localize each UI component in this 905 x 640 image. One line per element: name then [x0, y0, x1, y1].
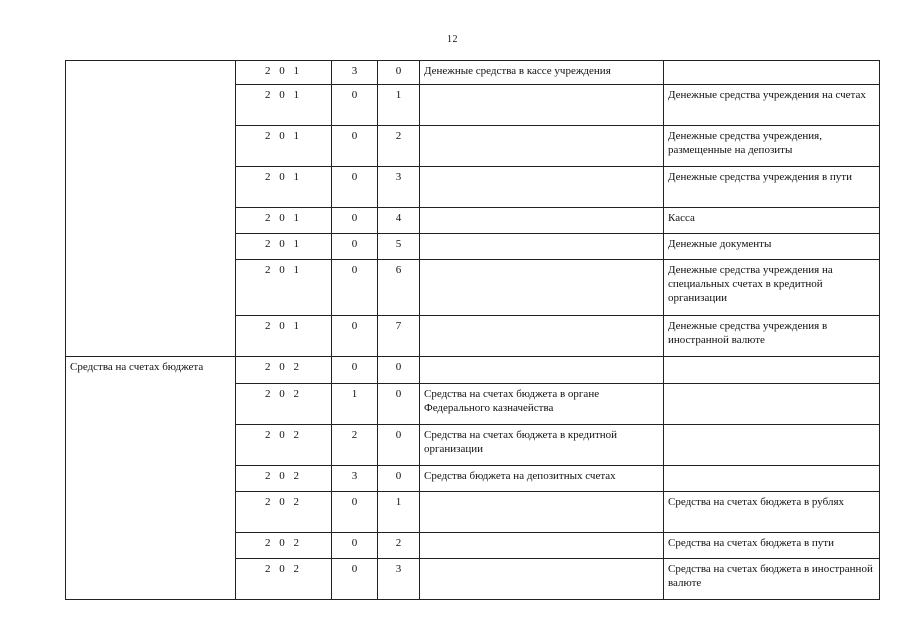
description-cell — [420, 126, 664, 167]
account-code-cell: 2 0 1 — [236, 260, 332, 316]
subaccount-cell — [664, 384, 880, 425]
digit-cell: 2 — [378, 126, 420, 167]
digit-cell: 0 — [332, 208, 378, 234]
digit-cell: 0 — [332, 357, 378, 384]
description-cell: Денежные средства в кассе учреждения — [420, 61, 664, 85]
digit-cell: 0 — [332, 492, 378, 533]
account-code-cell: 2 0 1 — [236, 208, 332, 234]
description-cell — [420, 208, 664, 234]
subaccount-cell — [664, 61, 880, 85]
description-cell — [420, 357, 664, 384]
digit-cell: 2 — [332, 425, 378, 466]
account-code-cell: 2 0 1 — [236, 61, 332, 85]
digit-cell: 3 — [378, 167, 420, 208]
account-code-cell: 2 0 2 — [236, 357, 332, 384]
subaccount-cell: Денежные средства учреждения на специальных счетах в кредитной организации — [664, 260, 880, 316]
digit-cell: 3 — [378, 559, 420, 600]
digit-cell: 0 — [332, 533, 378, 559]
digit-cell: 0 — [378, 61, 420, 85]
digit-cell: 0 — [332, 126, 378, 167]
digit-cell: 0 — [332, 559, 378, 600]
account-code-cell: 2 0 2 — [236, 384, 332, 425]
subaccount-cell: Средства на счетах бюджета в иностранной валюте — [664, 559, 880, 600]
account-code-cell: 2 0 1 — [236, 126, 332, 167]
subaccount-cell — [664, 466, 880, 492]
account-code-cell: 2 0 2 — [236, 466, 332, 492]
table-row — [66, 357, 880, 384]
subaccount-cell: Денежные средства учреждения в иностранной валюте — [664, 316, 880, 357]
description-cell — [420, 559, 664, 600]
account-code-cell: 2 0 2 — [236, 559, 332, 600]
subaccount-cell: Средства на счетах бюджета в рублях — [664, 492, 880, 533]
digit-cell: 7 — [378, 316, 420, 357]
digit-cell: 3 — [332, 61, 378, 85]
digit-cell: 0 — [378, 425, 420, 466]
digit-cell: 0 — [332, 167, 378, 208]
digit-cell: 6 — [378, 260, 420, 316]
description-cell — [420, 85, 664, 126]
account-name-cell: Средства на счетах бюджета — [66, 357, 236, 600]
subaccount-cell: Денежные средства учреждения в пути — [664, 167, 880, 208]
digit-cell: 1 — [332, 384, 378, 425]
account-code-cell: 2 0 1 — [236, 234, 332, 260]
table-row — [66, 61, 880, 85]
accounts-table — [65, 60, 880, 600]
description-cell — [420, 234, 664, 260]
account-code-cell: 2 0 2 — [236, 533, 332, 559]
digit-cell: 0 — [332, 316, 378, 357]
subaccount-cell: Денежные средства учреждения, размещенные на депозиты — [664, 126, 880, 167]
digit-cell: 0 — [378, 466, 420, 492]
description-cell — [420, 533, 664, 559]
subaccount-cell: Денежные документы — [664, 234, 880, 260]
digit-cell: 1 — [378, 492, 420, 533]
digit-cell: 5 — [378, 234, 420, 260]
description-cell: Средства на счетах бюджета в органе Федерального казначейства — [420, 384, 664, 425]
description-cell — [420, 167, 664, 208]
account-code-cell: 2 0 1 — [236, 316, 332, 357]
description-cell: Средства на счетах бюджета в кредитной организации — [420, 425, 664, 466]
account-name-cell — [66, 61, 236, 357]
account-code-cell: 2 0 2 — [236, 492, 332, 533]
description-cell: Средства бюджета на депозитных счетах — [420, 466, 664, 492]
account-code-cell: 2 0 2 — [236, 425, 332, 466]
account-code-cell: 2 0 1 — [236, 85, 332, 126]
digit-cell: 0 — [332, 234, 378, 260]
digit-cell: 3 — [332, 466, 378, 492]
page-number: 12 — [447, 34, 458, 45]
subaccount-cell: Средства на счетах бюджета в пути — [664, 533, 880, 559]
subaccount-cell: Денежные средства учреждения на счетах — [664, 85, 880, 126]
subaccount-cell — [664, 425, 880, 466]
digit-cell: 0 — [332, 85, 378, 126]
digit-cell: 2 — [378, 533, 420, 559]
digit-cell: 0 — [378, 357, 420, 384]
description-cell — [420, 492, 664, 533]
digit-cell: 1 — [378, 85, 420, 126]
digit-cell: 0 — [332, 260, 378, 316]
subaccount-cell: Касса — [664, 208, 880, 234]
account-code-cell: 2 0 1 — [236, 167, 332, 208]
digit-cell: 0 — [378, 384, 420, 425]
digit-cell: 4 — [378, 208, 420, 234]
description-cell — [420, 260, 664, 316]
subaccount-cell — [664, 357, 880, 384]
description-cell — [420, 316, 664, 357]
